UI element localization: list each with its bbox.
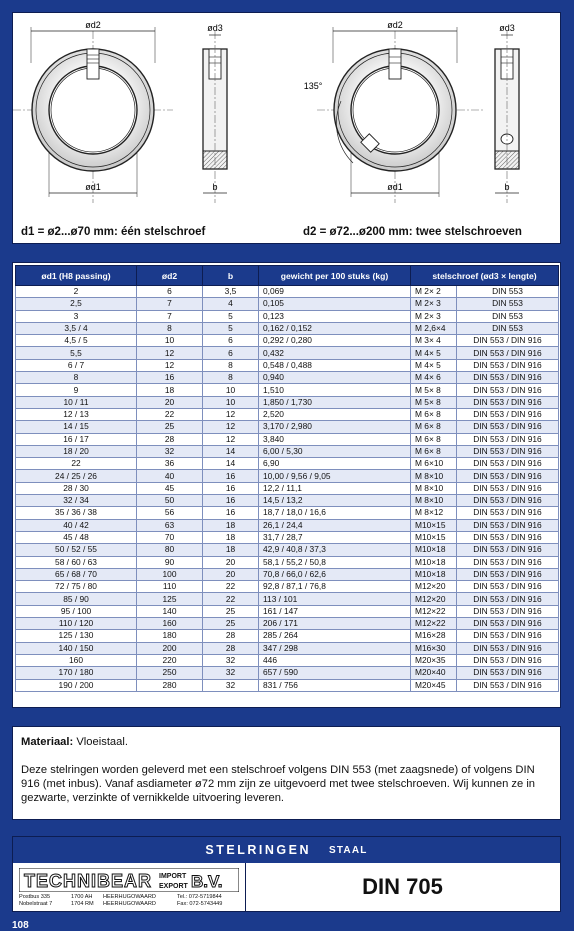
table-cell: M 5× 8 [411, 384, 457, 396]
table-cell: DIN 553 [457, 310, 559, 322]
ring-side-view-left [203, 31, 227, 203]
table-cell: 18,7 / 18,0 / 16,6 [259, 507, 411, 519]
table-cell: 12 [137, 359, 203, 371]
table-cell: DIN 553 / DIN 916 [457, 605, 559, 617]
table-cell: 446 [259, 654, 411, 666]
table-cell: DIN 553 / DIN 916 [457, 618, 559, 630]
table-cell: 18 [137, 384, 203, 396]
table-cell: 50 [137, 495, 203, 507]
table-cell: 45 [137, 482, 203, 494]
address-col-4: Tel.: 072-5719844 Fax: 072-5743449 [177, 894, 223, 907]
table-cell: 2,5 [16, 298, 137, 310]
table-cell: DIN 553 / DIN 916 [457, 667, 559, 679]
table-cell: 32 / 34 [16, 495, 137, 507]
material-note [12, 726, 561, 820]
table-cell: 3,840 [259, 433, 411, 445]
table-cell: 20 [203, 556, 259, 568]
table-cell: DIN 553 / DIN 916 [457, 372, 559, 384]
specification-table [15, 265, 559, 692]
table-cell: 22 [203, 593, 259, 605]
table-cell: 14 / 15 [16, 421, 137, 433]
table-cell: M16×30 [411, 642, 457, 654]
table-row [16, 372, 559, 384]
material-label: Materiaal: [21, 736, 74, 748]
table-cell: 280 [137, 679, 203, 691]
table-cell: 20 [137, 396, 203, 408]
table-cell: 7 [137, 310, 203, 322]
table-cell: 6 [203, 347, 259, 359]
footer [12, 836, 561, 912]
table-row [16, 408, 559, 420]
table-cell: 3 [16, 310, 137, 322]
table-cell: 2 [16, 286, 137, 298]
table-cell: 1,850 / 1,730 [259, 396, 411, 408]
table-cell: DIN 553 / DIN 916 [457, 630, 559, 642]
table-cell: 25 [137, 421, 203, 433]
table-cell: 12 [203, 408, 259, 420]
table-cell: M12×22 [411, 605, 457, 617]
table-cell: 657 / 590 [259, 667, 411, 679]
table-cell: 140 [137, 605, 203, 617]
table-cell: 56 [137, 507, 203, 519]
table-cell: 0,548 / 0,488 [259, 359, 411, 371]
dim-b-right: b [504, 182, 510, 192]
address-col-3: HEERHUGOWAARD HEERHUGOWAARD [103, 894, 156, 907]
table-header-row [16, 266, 559, 286]
table-cell: 26,1 / 24,4 [259, 519, 411, 531]
ring-side-view-right [495, 31, 519, 203]
table-row [16, 396, 559, 408]
table-cell: M 2× 3 [411, 310, 457, 322]
table-row [16, 310, 559, 322]
table-cell: 31,7 / 28,7 [259, 531, 411, 543]
table-cell: DIN 553 / DIN 916 [457, 335, 559, 347]
table-row [16, 507, 559, 519]
table-cell: 32 [203, 667, 259, 679]
table-cell: 20 [203, 568, 259, 580]
table-cell: 12 [203, 433, 259, 445]
table-cell: 2,520 [259, 408, 411, 420]
table-cell: 0,162 / 0,152 [259, 322, 411, 334]
table-cell: 35 / 36 / 38 [16, 507, 137, 519]
table-cell: 6,90 [259, 458, 411, 470]
table-cell: M 8×10 [411, 470, 457, 482]
caption-left: d1 = ø2...ø70 mm: één stelschroef [21, 226, 206, 238]
table-row [16, 556, 559, 568]
table-row [16, 458, 559, 470]
table-cell: 6 / 7 [16, 359, 137, 371]
table-cell: 80 [137, 544, 203, 556]
table-cell: 40 [137, 470, 203, 482]
table-cell: DIN 553 / DIN 916 [457, 593, 559, 605]
table-cell: 3,5 [203, 286, 259, 298]
table-cell: M 4× 5 [411, 359, 457, 371]
table-cell: 6 [137, 286, 203, 298]
table-cell: M10×15 [411, 519, 457, 531]
table-cell: DIN 553 / DIN 916 [457, 458, 559, 470]
table-cell: 3,5 / 4 [16, 322, 137, 334]
svg-text:EXPORT: EXPORT [159, 883, 188, 890]
table-cell: 0,069 [259, 286, 411, 298]
dim-d3-right: ød3 [499, 23, 515, 33]
table-row [16, 495, 559, 507]
table-row [16, 298, 559, 310]
table-cell: DIN 553 / DIN 916 [457, 359, 559, 371]
product-title: STELRINGEN [205, 843, 311, 857]
table-cell: 40 / 42 [16, 519, 137, 531]
table-cell: DIN 553 / DIN 916 [457, 396, 559, 408]
table-cell: 42,9 / 40,8 / 37,3 [259, 544, 411, 556]
table-cell: 12 / 13 [16, 408, 137, 420]
table-cell: 72 / 75 / 80 [16, 581, 137, 593]
table-cell: 160 [16, 654, 137, 666]
table-cell: 14,5 / 13,2 [259, 495, 411, 507]
table-cell: 1,510 [259, 384, 411, 396]
table-cell: DIN 553 [457, 298, 559, 310]
table-cell: 18 [203, 519, 259, 531]
table-cell: DIN 553 / DIN 916 [457, 384, 559, 396]
din-standard: DIN 705 [362, 874, 443, 899]
material-value: Vloeistaal. [76, 736, 128, 748]
ring-front-view-left [13, 27, 173, 203]
table-cell: 0,105 [259, 298, 411, 310]
table-row [16, 384, 559, 396]
table-cell: DIN 553 / DIN 916 [457, 445, 559, 457]
table-cell: 4 [203, 298, 259, 310]
header-d1: ød1 (H8 passing) [16, 266, 137, 286]
table-cell: 28 [137, 433, 203, 445]
table-cell: M 8×10 [411, 495, 457, 507]
table-cell: 16 [137, 372, 203, 384]
table-cell: DIN 553 / DIN 916 [457, 556, 559, 568]
svg-text:B.V.: B.V. [191, 872, 223, 891]
table-cell: 45 / 48 [16, 531, 137, 543]
angle-135: 135° [303, 81, 323, 91]
table-row [16, 433, 559, 445]
header-weight: gewicht per 100 stuks (kg) [259, 266, 411, 286]
table-cell: 0,123 [259, 310, 411, 322]
table-cell: 347 / 298 [259, 642, 411, 654]
table-cell: DIN 553 / DIN 916 [457, 433, 559, 445]
table-cell: M 5× 8 [411, 396, 457, 408]
description-text: Deze stelringen worden geleverd met een stelschroef volgens DIN 553 (met zaagsnede) of volgens DIN 916 (met inbus). Vanaf asdiameter ø72 mm zijn ze uitgevoerd met twee stelschroeven. Wij kunnen ze in gezwarte, verzinkte of vernikkelde uitvoering leveren. [21, 764, 536, 804]
table-cell: 8 [16, 372, 137, 384]
table-cell: M20×35 [411, 654, 457, 666]
product-subtitle: STAAL [328, 844, 368, 856]
table-cell: M 4× 5 [411, 347, 457, 359]
table-cell: DIN 553 / DIN 916 [457, 495, 559, 507]
table-cell: 14 [203, 458, 259, 470]
dim-d1-right: ød1 [387, 182, 403, 192]
table-cell: M12×20 [411, 581, 457, 593]
table-cell: DIN 553 / DIN 916 [457, 421, 559, 433]
table-cell: 110 [137, 581, 203, 593]
table-cell: 32 [203, 654, 259, 666]
table-cell: M10×18 [411, 556, 457, 568]
table-cell: 70 [137, 531, 203, 543]
table-row [16, 679, 559, 691]
table-cell: DIN 553 [457, 322, 559, 334]
table-cell: 12,2 / 11,1 [259, 482, 411, 494]
table-row [16, 605, 559, 617]
table-cell: 0,292 / 0,280 [259, 335, 411, 347]
table-row [16, 593, 559, 605]
table-cell: 14 [203, 445, 259, 457]
table-cell: 50 / 52 / 55 [16, 544, 137, 556]
table-cell: 16 [203, 470, 259, 482]
table-cell: 25 [203, 618, 259, 630]
dim-d1-left: ød1 [85, 182, 101, 192]
table-cell: 16 [203, 482, 259, 494]
svg-text:IMPORT: IMPORT [159, 873, 187, 880]
ring-drawings [13, 13, 560, 243]
table-cell: M 6×10 [411, 458, 457, 470]
table-cell: 12 [137, 347, 203, 359]
table-cell: 22 [203, 581, 259, 593]
table-body [16, 286, 559, 692]
table-cell: 6,00 / 5,30 [259, 445, 411, 457]
table-cell: M 6× 8 [411, 408, 457, 420]
table-cell: 70,8 / 66,0 / 62,6 [259, 568, 411, 580]
svg-text:TECHNIBEAR: TECHNIBEAR [24, 871, 153, 891]
table-cell: M20×40 [411, 667, 457, 679]
table-cell: 24 / 25 / 26 [16, 470, 137, 482]
header-set-screw: stelschroef (ød3 × lengte) [411, 266, 559, 286]
table-row [16, 335, 559, 347]
table-cell: 58 / 60 / 63 [16, 556, 137, 568]
table-cell: 95 / 100 [16, 605, 137, 617]
table-row [16, 347, 559, 359]
dim-d3-left: ød3 [207, 23, 223, 33]
table-cell: 28 / 30 [16, 482, 137, 494]
table-cell: 110 / 120 [16, 618, 137, 630]
table-cell: DIN 553 / DIN 916 [457, 408, 559, 420]
table-cell: 25 [203, 605, 259, 617]
dim-d2-left: ød2 [85, 20, 101, 30]
table-row [16, 544, 559, 556]
table-row [16, 618, 559, 630]
table-cell: 12 [203, 421, 259, 433]
table-row [16, 654, 559, 666]
table-cell: 16 [203, 495, 259, 507]
table-cell: 5 [203, 310, 259, 322]
table-cell: 3,170 / 2,980 [259, 421, 411, 433]
table-cell: 16 [203, 507, 259, 519]
table-row [16, 581, 559, 593]
table-cell: 90 [137, 556, 203, 568]
title-band [13, 837, 560, 863]
table-cell: DIN 553 / DIN 916 [457, 679, 559, 691]
table-cell: 8 [137, 322, 203, 334]
table-cell: 200 [137, 642, 203, 654]
table-cell: 7 [137, 298, 203, 310]
table-cell: 32 [203, 679, 259, 691]
table-cell: 10 [137, 335, 203, 347]
table-cell: 10 / 11 [16, 396, 137, 408]
table-cell: 831 / 756 [259, 679, 411, 691]
table-cell: 92,8 / 87,1 / 76,8 [259, 581, 411, 593]
table-cell: DIN 553 / DIN 916 [457, 507, 559, 519]
table-cell: 206 / 171 [259, 618, 411, 630]
table-cell: 170 / 180 [16, 667, 137, 679]
table-cell: 0,432 [259, 347, 411, 359]
table-cell: 10 [203, 396, 259, 408]
ring-front-view-right [317, 27, 483, 203]
table-cell: M 8×12 [411, 507, 457, 519]
table-cell: 160 [137, 618, 203, 630]
table-cell: DIN 553 [457, 286, 559, 298]
table-row [16, 630, 559, 642]
table-cell: M 2,6×4 [411, 322, 457, 334]
table-cell: M 6× 8 [411, 421, 457, 433]
table-cell: DIN 553 / DIN 916 [457, 642, 559, 654]
table-cell: 125 / 130 [16, 630, 137, 642]
table-cell: 8 [203, 359, 259, 371]
table-cell: 113 / 101 [259, 593, 411, 605]
address-col-2: 1700 AH 1704 RM [71, 894, 94, 907]
table-cell: 28 [203, 642, 259, 654]
table-cell: 140 / 150 [16, 642, 137, 654]
table-cell: DIN 553 / DIN 916 [457, 544, 559, 556]
table-cell: DIN 553 / DIN 916 [457, 347, 559, 359]
table-cell: 0,940 [259, 372, 411, 384]
table-cell: DIN 553 / DIN 916 [457, 470, 559, 482]
table-row [16, 642, 559, 654]
table-cell: 36 [137, 458, 203, 470]
table-cell: M 4× 6 [411, 372, 457, 384]
table-cell: 5 [203, 322, 259, 334]
header-d2: ød2 [137, 266, 203, 286]
table-cell: 220 [137, 654, 203, 666]
table-cell: M20×45 [411, 679, 457, 691]
table-cell: M 6× 8 [411, 433, 457, 445]
table-cell: M16×28 [411, 630, 457, 642]
table-row [16, 421, 559, 433]
table-cell: DIN 553 / DIN 916 [457, 581, 559, 593]
header-b: b [203, 266, 259, 286]
table-cell: 58,1 / 55,2 / 50,8 [259, 556, 411, 568]
table-cell: 22 [16, 458, 137, 470]
table-cell: M12×20 [411, 593, 457, 605]
table-row [16, 482, 559, 494]
table-row [16, 568, 559, 580]
table-row [16, 322, 559, 334]
table-cell: DIN 553 / DIN 916 [457, 519, 559, 531]
table-cell: 28 [203, 630, 259, 642]
table-row [16, 286, 559, 298]
table-cell: 125 [137, 593, 203, 605]
table-cell: M10×18 [411, 568, 457, 580]
table-cell: M 8×10 [411, 482, 457, 494]
caption-right: d2 = ø72...ø200 mm: twee stelschroeven [303, 226, 522, 238]
table-cell: M10×18 [411, 544, 457, 556]
table-cell: M 2× 3 [411, 298, 457, 310]
table-cell: M 3× 4 [411, 335, 457, 347]
table-cell: DIN 553 / DIN 916 [457, 531, 559, 543]
dim-d2-right: ød2 [387, 20, 403, 30]
table-cell: 22 [137, 408, 203, 420]
table-cell: 85 / 90 [16, 593, 137, 605]
table-cell: M10×15 [411, 531, 457, 543]
table-cell: M12×22 [411, 618, 457, 630]
table-cell: 9 [16, 384, 137, 396]
company-block [13, 863, 246, 911]
table-row [16, 531, 559, 543]
dim-b-left: b [212, 182, 218, 192]
table-cell: 285 / 264 [259, 630, 411, 642]
table-cell: 32 [137, 445, 203, 457]
table-cell: 190 / 200 [16, 679, 137, 691]
technibear-logo [19, 868, 239, 892]
table-cell: 10,00 / 9,56 / 9,05 [259, 470, 411, 482]
table-cell: 18 [203, 544, 259, 556]
table-row [16, 445, 559, 457]
table-cell: 4,5 / 5 [16, 335, 137, 347]
table-cell: 180 [137, 630, 203, 642]
table-cell: 18 [203, 531, 259, 543]
table-cell: DIN 553 / DIN 916 [457, 654, 559, 666]
table-cell: M 6× 8 [411, 445, 457, 457]
table-row [16, 470, 559, 482]
table-cell: 161 / 147 [259, 605, 411, 617]
page-number: 108 [12, 920, 29, 931]
table-row [16, 519, 559, 531]
address-col-1: Postbus 335 Nobelstraat 7 [19, 894, 53, 907]
table-row [16, 359, 559, 371]
table-cell: 6 [203, 335, 259, 347]
table-cell: 16 / 17 [16, 433, 137, 445]
table-cell: 63 [137, 519, 203, 531]
table-cell: DIN 553 / DIN 916 [457, 482, 559, 494]
table-cell: 100 [137, 568, 203, 580]
table-cell: 10 [203, 384, 259, 396]
table-cell: 5,5 [16, 347, 137, 359]
table-cell: M 2× 2 [411, 286, 457, 298]
table-cell: DIN 553 / DIN 916 [457, 568, 559, 580]
technical-drawing [12, 12, 561, 244]
table-cell: 8 [203, 372, 259, 384]
table-row [16, 667, 559, 679]
table-cell: 18 / 20 [16, 445, 137, 457]
table-cell: 65 / 68 / 70 [16, 568, 137, 580]
specification-table-panel [12, 262, 561, 708]
table-cell: 250 [137, 667, 203, 679]
